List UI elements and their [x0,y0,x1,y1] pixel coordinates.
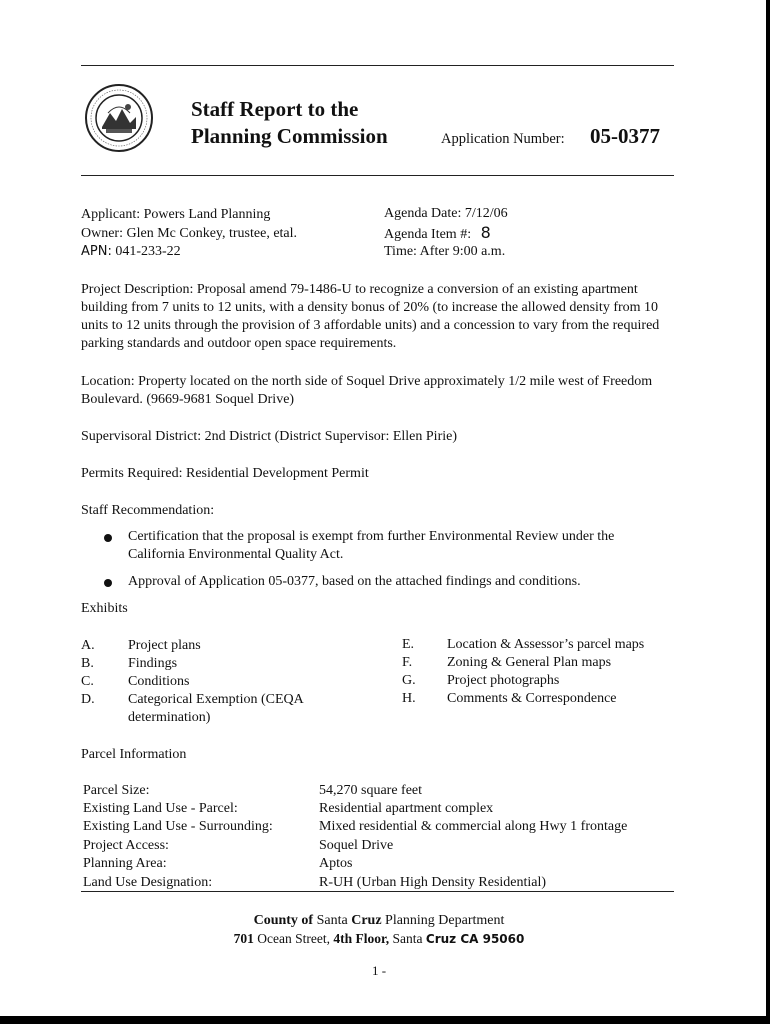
agenda-item [384,224,491,244]
exhibit-letter: E. [402,637,415,652]
agenda-time: Time: After 9:00 a.m. [384,244,506,259]
footer-city: Santa [392,931,423,946]
bullet-icon [104,534,112,542]
footer-street-number: 701 [233,931,254,946]
exhibit-text: Conditions [128,674,190,689]
parcel-label: Project Access: [83,838,169,853]
application-number: 05-0377 [590,124,660,148]
parcel-value: Soquel Drive [319,838,394,853]
exhibit-letter: C. [81,674,94,689]
footer-floor: 4th Floor, [333,931,390,946]
recommendation-item: Approval of Application 05-0377, based on the attached findings and conditions. [128,574,581,589]
page-number: 1 - [371,963,387,978]
agenda-item-value: 8 [480,223,491,242]
exhibit-letter: H. [402,691,416,706]
parcel-row [83,782,673,800]
exhibit-letter: D. [81,692,95,707]
parcel-label: Existing Land Use - Parcel: [83,801,238,816]
exhibit-letter: B. [81,656,94,671]
parcel-information-heading: Parcel Information [81,747,187,762]
parcel-bottom-rule [81,891,674,892]
owner: Owner: Glen Mc Conkey, trustee, etal. [81,226,298,241]
footer-department-name: Planning Department [385,913,505,928]
parcel-value: Aptos [319,856,353,871]
supervisoral-district: Supervisoral District: 2nd District (District Supervisor: Ellen Pirie) [81,429,457,444]
footer-city-state-zip: Cruz CA 95060 [425,932,525,946]
location: Location: Property located on the north side of Soquel Drive approximately 1/2 mile west of Freedom Boulevard. (9669-9681 Soquel Drive) [81,374,653,407]
exhibit-letter: G. [402,673,416,688]
recommendation-item: Certification that the proposal is exempt from further Environmental Review under the California Environmental Quality Act. [128,529,615,562]
apn [81,243,181,261]
exhibit-letter: F. [402,655,413,670]
parcel-value: Mixed residential & commercial along Hwy 1 frontage [319,819,628,834]
footer-department [0,912,758,930]
agenda-date: Agenda Date: 7/12/06 [384,206,508,221]
parcel-value: R-UH (Urban High Density Residential) [319,875,547,890]
parcel-label: Parcel Size: [83,783,150,798]
staff-recommendation-heading: Staff Recommendation: [81,503,215,518]
parcel-value: 54,270 square feet [319,783,423,798]
header-bottom-rule [81,175,674,176]
parcel-label: Land Use Designation: [83,875,213,890]
apn-value: 041-233-22 [115,244,181,259]
parcel-row [83,837,673,855]
parcel-row [83,800,673,818]
parcel-value: Residential apartment complex [319,801,494,816]
report-title-line1: Staff Report to the [191,97,359,121]
exhibit-text: Comments & Correspondence [447,691,617,706]
exhibits-heading: Exhibits [81,601,128,616]
header-top-rule [81,65,674,66]
exhibit-text: Findings [128,656,178,671]
footer-address [0,930,758,948]
permits-required: Permits Required: Residential Development Permit [81,466,369,481]
exhibit-text: Categorical Exemption (CEQA determination) [128,692,303,725]
exhibit-letter: A. [81,638,95,653]
application-number-label: Application Number: [441,131,565,147]
parcel-row [83,818,673,836]
bullet-icon [104,579,112,587]
footer-county-bold: County of [253,913,314,928]
agenda-item-label: Agenda Item #: [384,227,472,242]
footer-county-name: Santa [316,913,348,928]
page-border-bottom [0,1016,770,1024]
exhibit-text: Project plans [128,638,201,653]
parcel-row [83,874,673,892]
applicant: Applicant: Powers Land Planning [81,207,271,222]
footer-cruz-bold: Cruz [351,913,382,928]
county-seal-icon [84,83,154,153]
exhibit-text: Zoning & General Plan maps [447,655,612,670]
apn-label: APN: [81,244,112,259]
report-title-line2: Planning Commission [191,124,388,148]
parcel-label: Planning Area: [83,856,167,871]
page-border-right [766,0,770,1024]
parcel-row [83,855,673,873]
footer-street: Ocean Street, [257,931,330,946]
project-description: Project Description: Proposal amend 79-1486-U to recognize a conversion of an existing apartment building from 7 units to 12 units, with a density bonus of 20% (to increase the allowed density from 10 units to 12 units through the provision of 3 affordable units) and a concession to vary from the required parking standards and outdoor open space requirements. [81,282,660,351]
exhibit-text: Location & Assessor’s parcel maps [447,637,645,652]
parcel-label: Existing Land Use - Surrounding: [83,819,273,834]
exhibit-text: Project photographs [447,673,560,688]
